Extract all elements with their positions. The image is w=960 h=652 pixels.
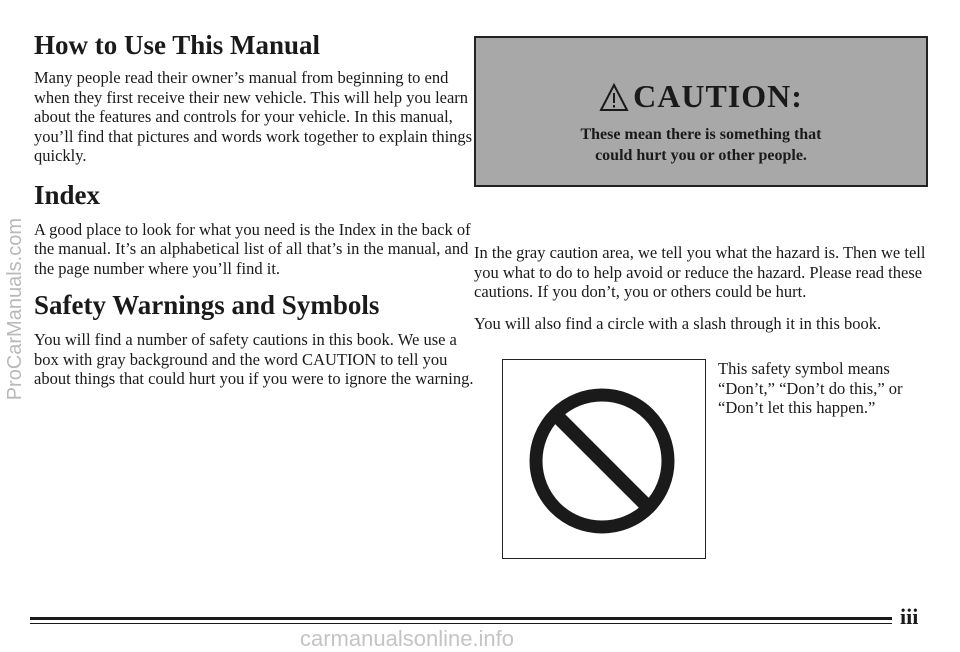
footer-rule	[30, 617, 892, 620]
caution-heading-text: CAUTION:	[633, 78, 803, 114]
side-watermark	[4, 218, 28, 648]
caution-line-1: These mean there is something that	[580, 126, 822, 143]
paragraph-safety-warnings: You will find a number of safety cautions in this book. We use a box with gray background and the word CAUTION to tell you about things that could hurt you if you were to ignore the warning.	[34, 330, 474, 388]
right-column	[474, 36, 934, 557]
heading-how-to-use: How to Use This Manual	[34, 30, 321, 60]
warning-triangle-icon	[599, 83, 629, 113]
left-column	[34, 28, 474, 389]
heading-safety-warnings: Safety Warnings and Symbols	[34, 290, 380, 320]
caution-box	[474, 36, 928, 187]
safety-symbol-row	[474, 347, 934, 557]
caution-heading	[476, 76, 926, 116]
caution-message	[476, 124, 926, 166]
heading-index: Index	[34, 179, 101, 210]
paragraph-circle-slash: You will also find a circle with a slash through it in this book.	[474, 313, 882, 333]
paragraph-how-to-use: Many people read their owner’s manual from beginning to end when they first receive their new vehicle. This will help you learn about the features and controls for your vehicle. In this manual, you’ll find that pictures and words work together to explain things quickly.	[34, 68, 473, 165]
bottom-watermark: carmanualsonline.info	[300, 626, 515, 651]
caution-line-2: could hurt you or other people.	[595, 147, 807, 164]
safety-symbol-text: This safety symbol means “Don’t,” “Don’t do this,” or “Don’t let this happen.”	[718, 359, 903, 417]
paragraph-index: A good place to look for what you need is the Index in the back of the manual. It’s an alphabetical list of all that’s in the manual, and the page number where you’ll find it.	[34, 219, 471, 278]
safety-symbol-box	[502, 359, 706, 559]
no-symbol-icon	[527, 386, 677, 536]
page-number: iii	[900, 604, 919, 629]
paragraph-caution-explained: In the gray caution area, we tell you what the hazard is. Then we tell you what to do to help avoid or reduce the hazard. Please read these cautions. If you don’t, you or others could be hurt.	[474, 243, 926, 301]
footer-rule-thin	[30, 623, 892, 624]
side-watermark-text: ProCarManuals.com	[4, 218, 26, 401]
